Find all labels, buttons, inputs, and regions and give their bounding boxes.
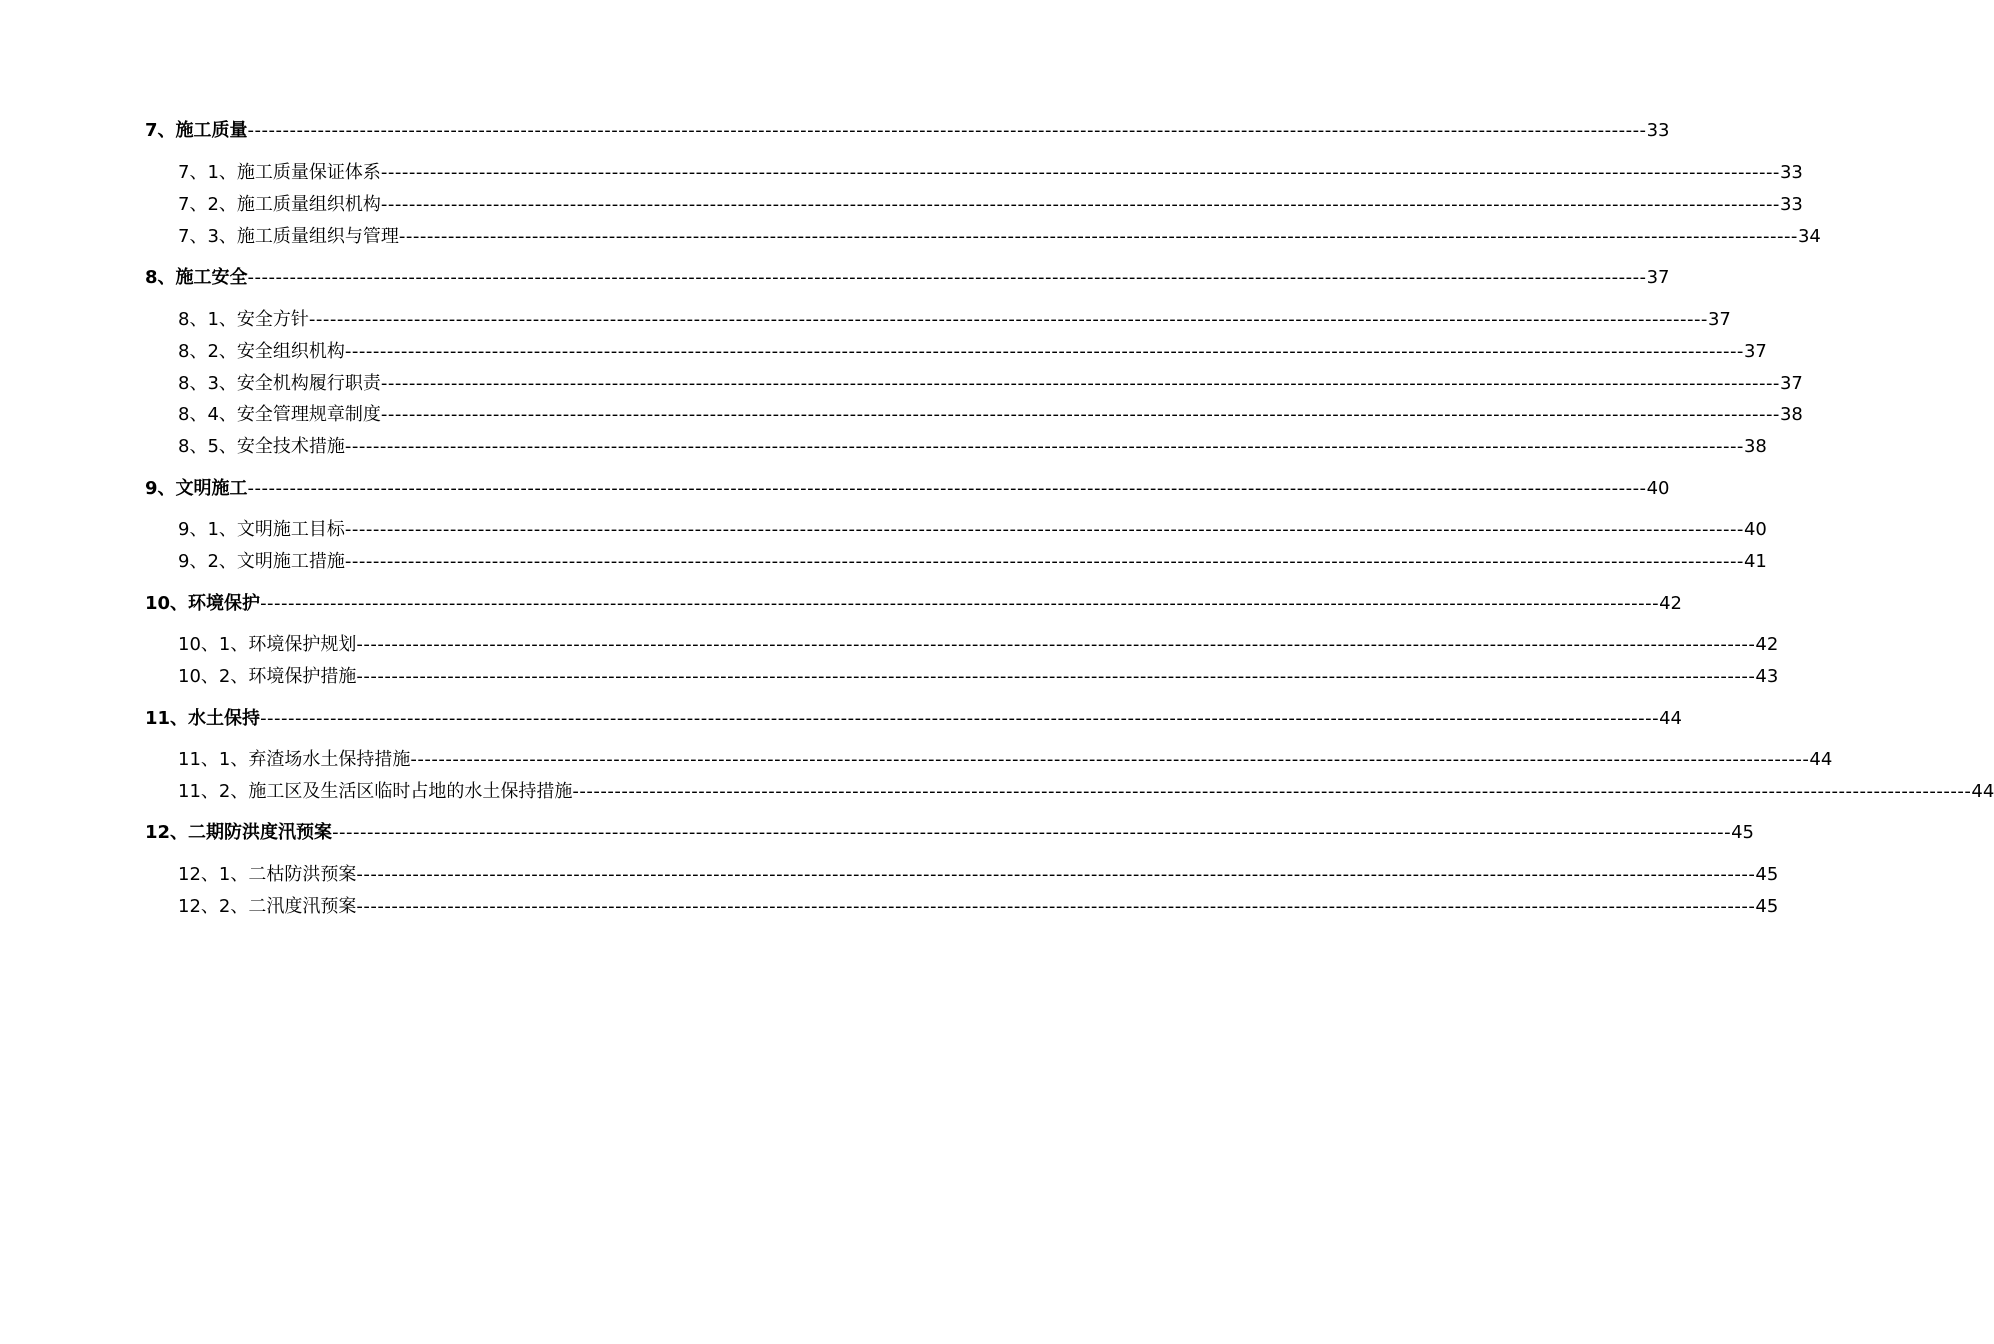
toc-page-number: 34	[1797, 226, 1821, 247]
toc-title: 8、2、安全组织机构	[178, 341, 345, 362]
toc-entry-10-2[interactable]	[178, 665, 1779, 689]
toc-page-number: 38	[1779, 404, 1803, 425]
toc-page-number: 33	[1779, 162, 1803, 183]
toc-leader: --------------------------------------------------------------------------------------------------------------------------------------------------------------------------------------------------------	[260, 593, 1660, 614]
toc-page-number: 41	[1743, 551, 1767, 572]
toc-entry-7-1[interactable]	[178, 161, 1803, 185]
toc-entry-9-2[interactable]	[178, 550, 1767, 574]
toc-title: 8、3、安全机构履行职责	[178, 373, 381, 394]
toc-entry-8-5[interactable]	[178, 435, 1767, 459]
toc-entry-10[interactable]	[145, 592, 1682, 616]
toc-leader: --------------------------------------------------------------------------------------------------------------------------------------------------------------------------------------------------------	[332, 822, 1732, 843]
toc-title: 11、2、施工区及生活区临时占地的水土保持措施	[178, 781, 573, 802]
toc-entry-12[interactable]	[145, 821, 1754, 845]
toc-title: 10、2、环境保护措施	[178, 666, 357, 687]
toc-leader: --------------------------------------------------------------------------------------------------------------------------------------------------------------------------------------------------------	[398, 226, 1798, 247]
toc-leader: --------------------------------------------------------------------------------------------------------------------------------------------------------------------------------------------------------	[247, 120, 1647, 141]
toc-leader: --------------------------------------------------------------------------------------------------------------------------------------------------------------------------------------------------------	[344, 519, 1744, 540]
toc-page-number: 45	[1731, 822, 1754, 843]
toc-page-number: 43	[1755, 666, 1779, 687]
toc-page-number: 40	[1646, 478, 1670, 499]
toc-title: 12、1、二枯防洪预案	[178, 864, 357, 885]
toc-title: 10、环境保护	[145, 593, 261, 614]
toc-leader: --------------------------------------------------------------------------------------------------------------------------------------------------------------------------------------------------------	[247, 478, 1647, 499]
toc-leader: --------------------------------------------------------------------------------------------------------------------------------------------------------------------------------------------------------	[356, 666, 1756, 687]
toc-title: 8、5、安全技术措施	[178, 436, 345, 457]
toc-page-number: 44	[1809, 749, 1833, 770]
toc-page-number: 44	[1659, 708, 1682, 729]
toc-entry-8[interactable]	[145, 266, 1670, 290]
toc-entry-8-2[interactable]	[178, 340, 1767, 364]
toc-leader: --------------------------------------------------------------------------------------------------------------------------------------------------------------------------------------------------------	[260, 708, 1660, 729]
toc-title: 10、1、环境保护规划	[178, 634, 357, 655]
toc-entry-12-1[interactable]	[178, 863, 1779, 887]
toc-title: 11、1、弃渣场水土保持措施	[178, 749, 411, 770]
toc-entry-8-1[interactable]	[178, 308, 1731, 332]
toc-leader: --------------------------------------------------------------------------------------------------------------------------------------------------------------------------------------------------------	[410, 749, 1810, 770]
toc-entry-9[interactable]	[145, 477, 1670, 501]
toc-page-number: 45	[1755, 864, 1779, 885]
toc-leader: --------------------------------------------------------------------------------------------------------------------------------------------------------------------------------------------------------	[344, 436, 1744, 457]
toc-title: 11、水土保持	[145, 708, 261, 729]
toc-title: 7、2、施工质量组织机构	[178, 194, 381, 215]
toc-page-number: 33	[1779, 194, 1803, 215]
toc-page-number: 37	[1743, 341, 1767, 362]
toc-title: 12、2、二汛度汛预案	[178, 896, 357, 917]
toc-leader: --------------------------------------------------------------------------------------------------------------------------------------------------------------------------------------------------------	[356, 634, 1756, 655]
toc-title: 7、3、施工质量组织与管理	[178, 226, 399, 247]
toc-entry-9-1[interactable]	[178, 518, 1767, 542]
toc-leader: --------------------------------------------------------------------------------------------------------------------------------------------------------------------------------------------------------	[380, 373, 1780, 394]
toc-title: 8、4、安全管理规章制度	[178, 404, 381, 425]
toc-title: 9、文明施工	[145, 478, 248, 499]
toc-page-number: 45	[1755, 896, 1779, 917]
toc-page-number: 37	[1646, 267, 1670, 288]
toc-leader: --------------------------------------------------------------------------------------------------------------------------------------------------------------------------------------------------------	[380, 194, 1780, 215]
toc-page-number: 37	[1707, 309, 1731, 330]
toc-leader: --------------------------------------------------------------------------------------------------------------------------------------------------------------------------------------------------------	[380, 162, 1780, 183]
toc-leader: --------------------------------------------------------------------------------------------------------------------------------------------------------------------------------------------------------	[380, 404, 1780, 425]
toc-page-number: 37	[1779, 373, 1803, 394]
toc-page-number: 40	[1743, 519, 1767, 540]
toc-page-number: 33	[1646, 120, 1670, 141]
toc-leader: --------------------------------------------------------------------------------------------------------------------------------------------------------------------------------------------------------	[356, 896, 1756, 917]
toc-entry-11-1[interactable]	[178, 748, 1833, 772]
toc-leader: --------------------------------------------------------------------------------------------------------------------------------------------------------------------------------------------------------	[344, 341, 1744, 362]
toc-entry-7-2[interactable]	[178, 193, 1803, 217]
toc-entry-8-4[interactable]	[178, 403, 1803, 427]
toc-page-number: 38	[1743, 436, 1767, 457]
toc-title: 7、施工质量	[145, 120, 248, 141]
toc-entry-7[interactable]	[145, 119, 1670, 143]
toc-title: 9、2、文明施工措施	[178, 551, 345, 572]
toc-title: 7、1、施工质量保证体系	[178, 162, 381, 183]
toc-entry-11-2[interactable]	[178, 780, 1994, 804]
toc-title: 12、二期防洪度汛预案	[145, 822, 333, 843]
toc-title: 9、1、文明施工目标	[178, 519, 345, 540]
toc-entry-8-3[interactable]	[178, 372, 1803, 396]
toc-leader: --------------------------------------------------------------------------------------------------------------------------------------------------------------------------------------------------------	[308, 309, 1708, 330]
toc-entry-7-3[interactable]	[178, 225, 1821, 249]
toc-leader: --------------------------------------------------------------------------------------------------------------------------------------------------------------------------------------------------------	[356, 864, 1756, 885]
toc-title: 8、施工安全	[145, 267, 248, 288]
toc-entry-11[interactable]	[145, 707, 1682, 731]
toc-page-number: 42	[1659, 593, 1682, 614]
toc-leader: --------------------------------------------------------------------------------------------------------------------------------------------------------------------------------------------------------	[572, 781, 1972, 802]
toc-leader: --------------------------------------------------------------------------------------------------------------------------------------------------------------------------------------------------------	[247, 267, 1647, 288]
toc-page-number: 42	[1755, 634, 1779, 655]
toc-title: 8、1、安全方针	[178, 309, 309, 330]
toc-page-number: 44	[1971, 781, 1994, 802]
toc-entry-12-2[interactable]	[178, 895, 1779, 919]
toc-leader: --------------------------------------------------------------------------------------------------------------------------------------------------------------------------------------------------------	[344, 551, 1744, 572]
toc-entry-10-1[interactable]	[178, 633, 1779, 657]
